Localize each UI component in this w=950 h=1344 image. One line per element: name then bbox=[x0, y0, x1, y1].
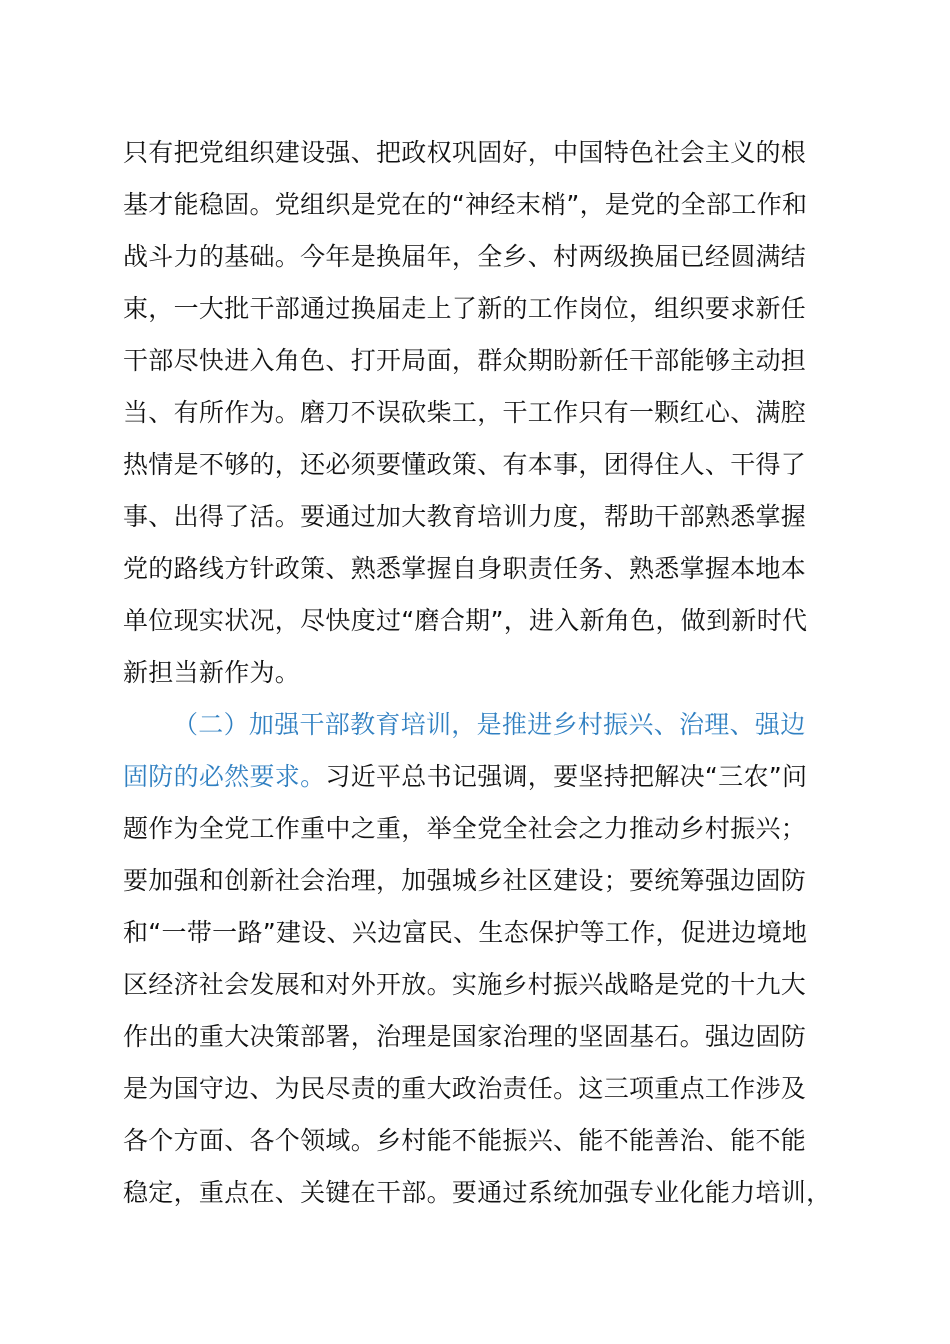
section-line-7: 各个方面、各个领域。乡村能不能振兴、能不能善治、能不能 bbox=[123, 1126, 807, 1155]
paragraph-line-7: 热情是不够的，还必须要懂政策、有本事，团得住人、干得了 bbox=[123, 450, 807, 479]
section-body-start: 习近平总书记强调，要坚持把解决“三农”问 bbox=[325, 762, 808, 791]
paragraph-line-9: 党的路线方针政策、熟悉掌握自身职责任务、熟悉掌握本地本 bbox=[123, 554, 807, 583]
document-body bbox=[123, 127, 843, 1219]
section-line-4: 区经济社会发展和对外开放。实施乡村振兴战略是党的十九大 bbox=[123, 970, 807, 999]
section-line-5: 作出的重大决策部署，治理是国家治理的坚固基石。强边固防 bbox=[123, 1022, 807, 1051]
section-heading-line-2 bbox=[123, 751, 843, 803]
paragraph-line-10: 单位现实状况，尽快度过“磨合期”，进入新角色，做到新时代 bbox=[123, 606, 808, 635]
paragraph-line-6: 当、有所作为。磨刀不误砍柴工，干工作只有一颗红心、满腔 bbox=[123, 398, 807, 427]
section-line-6: 是为国守边、为民尽责的重大政治责任。这三项重点工作涉及 bbox=[123, 1074, 807, 1103]
section-line-1: 题作为全党工作重中之重，举全党全社会之力推动乡村振兴； bbox=[123, 814, 807, 843]
section-line-2: 要加强和创新社会治理，加强城乡社区建设；要统筹强边固防 bbox=[123, 866, 807, 895]
paragraph-line-8: 事、出得了活。要通过加大教育培训力度，帮助干部熟悉掌握 bbox=[123, 502, 807, 531]
paragraph-line-1: 只有把党组织建设强、把政权巩固好，中国特色社会主义的根 bbox=[123, 138, 807, 167]
paragraph-line-2: 基才能稳固。党组织是党在的“神经末梢”，是党的全部工作和 bbox=[123, 190, 808, 219]
section-heading-tail: 固防的必然要求。 bbox=[123, 762, 326, 791]
paragraph-line-5: 干部尽快进入角色、打开局面，群众期盼新任干部能够主动担 bbox=[123, 346, 807, 375]
paragraph-line-4: 束，一大批干部通过换届走上了新的工作岗位，组织要求新任 bbox=[123, 294, 807, 323]
section-line-3: 和“一带一路”建设、兴边富民、生态保护等工作，促进边境地 bbox=[123, 918, 808, 947]
paragraph-line-3: 战斗力的基础。今年是换届年，全乡、村两级换届已经圆满结 bbox=[123, 242, 807, 271]
section-line-8: 稳定，重点在、关键在干部。要通过系统加强专业化能力培训， bbox=[123, 1178, 832, 1207]
section-heading-line-1: （二）加强干部教育培训，是推进乡村振兴、治理、强边 bbox=[173, 710, 806, 739]
paragraph-line-11: 新担当新作为。 bbox=[123, 658, 301, 687]
